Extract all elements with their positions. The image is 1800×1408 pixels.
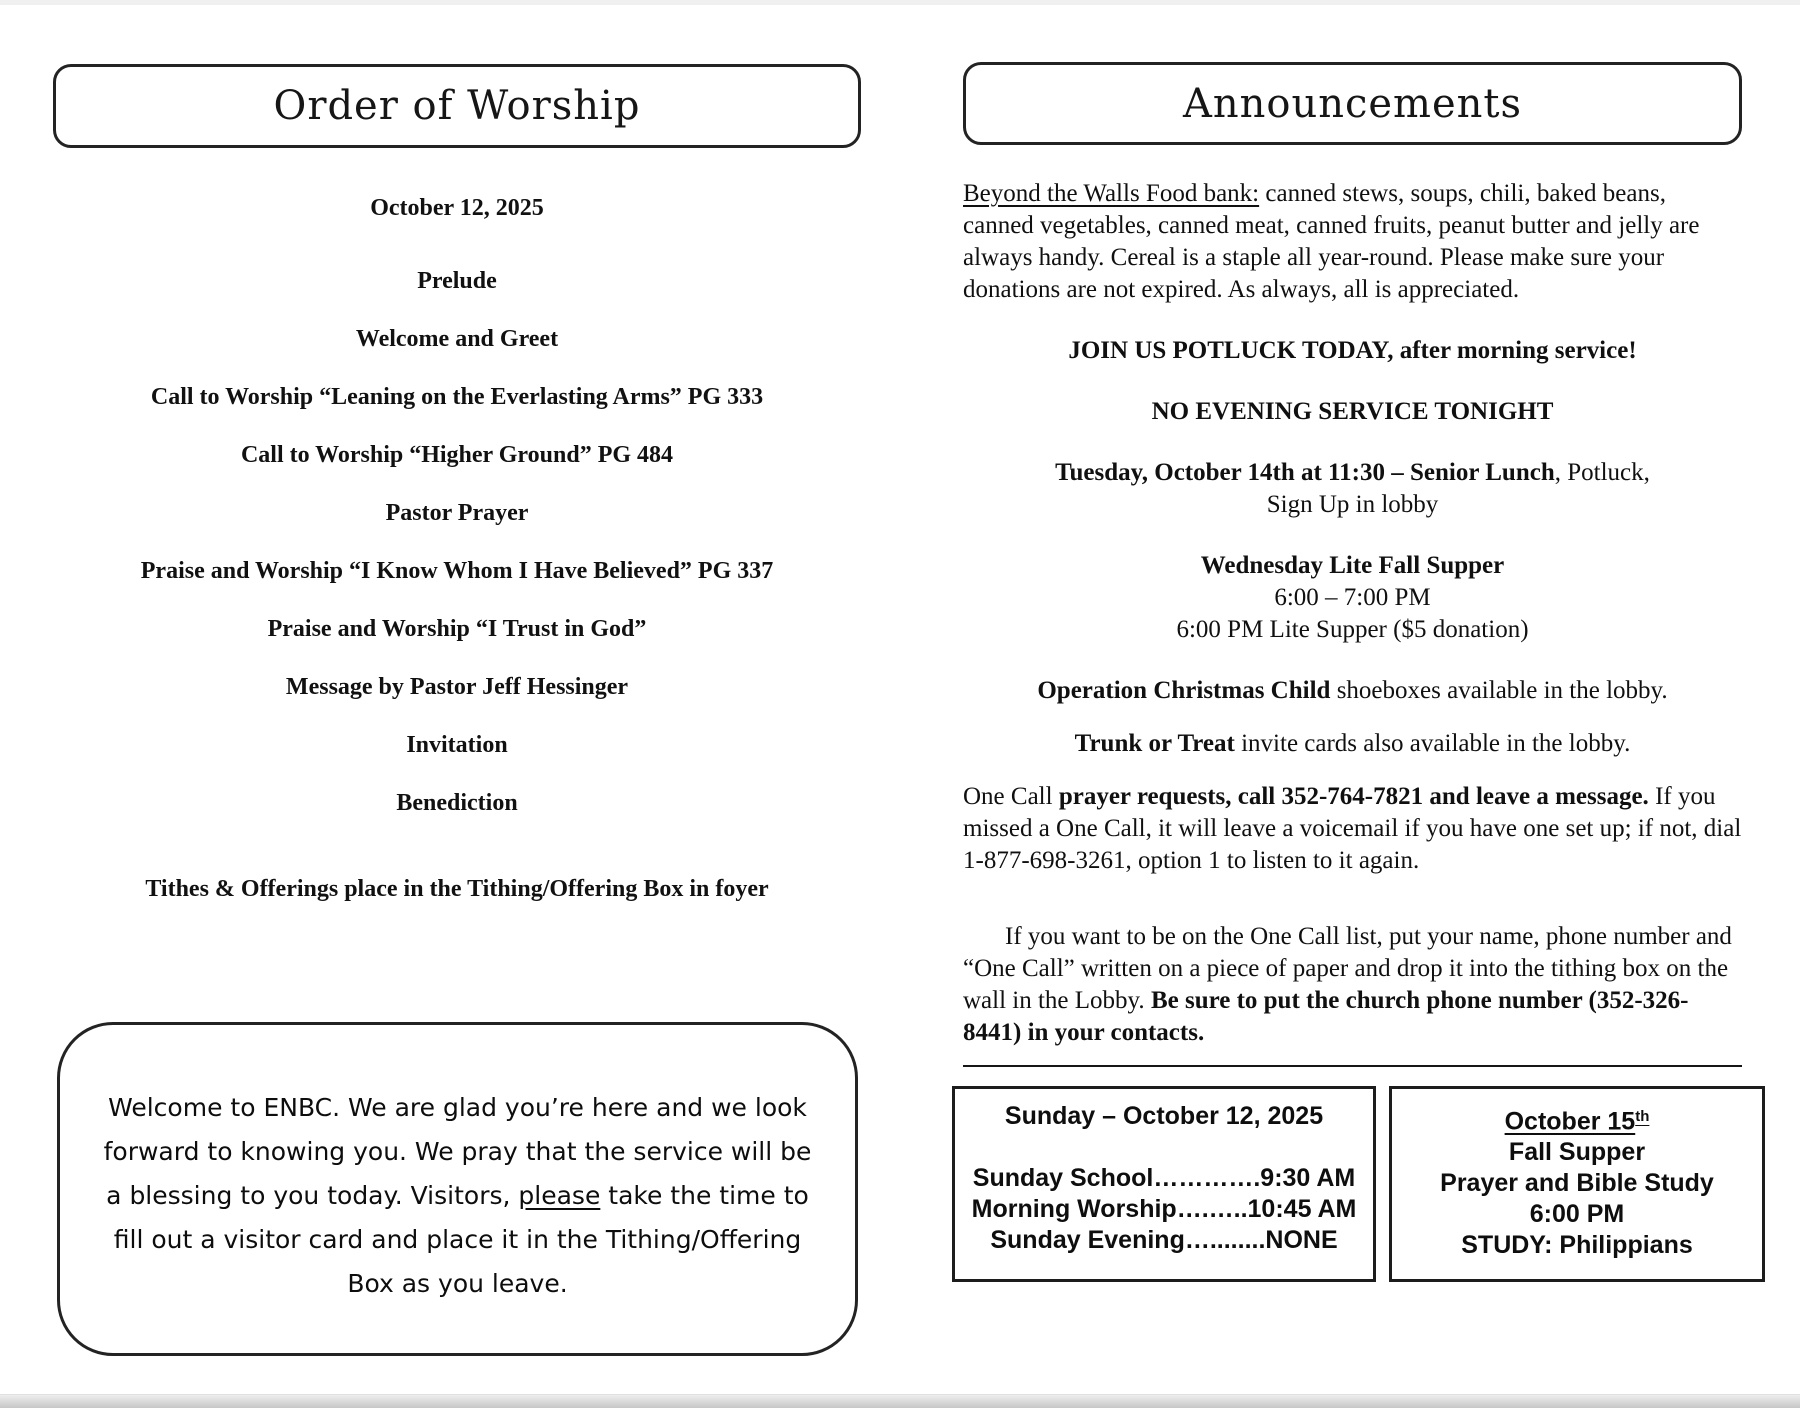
text-run: Sign Up in lobby — [1266, 491, 1439, 518]
order-item: Call to Worship “Higher Ground” PG 484 — [240, 442, 674, 468]
text-run: invite cards also available in the lobby. — [1234, 730, 1631, 757]
schedule-line — [963, 1225, 1365, 1256]
tithes-offerings-note: Tithes & Offerings place in the Tithing/Offering Box in foyer — [145, 876, 769, 902]
operation-christmas-child-note — [963, 675, 1742, 707]
text-run: Prayer and Bible Study — [1440, 1169, 1714, 1198]
announcements-column — [963, 178, 1742, 1282]
schedule-divider — [963, 1065, 1742, 1067]
text-run: If you missed a One Call, it will leave a voicemail if you have one set up; if not, dial 1-877-698-3261, option 1 to listen to it again. — [963, 783, 1742, 874]
schedule-line — [963, 1101, 1365, 1132]
text-run: Sunday School………….9:30 AM — [972, 1164, 1356, 1192]
page-top-edge — [0, 0, 1800, 5]
text-run: Sunday Evening…........NONE — [990, 1226, 1338, 1254]
schedule-line — [963, 1132, 1365, 1163]
order-item: Message by Pastor Jeff Hessinger — [285, 674, 629, 700]
one-call-list-note — [963, 921, 1742, 1049]
schedule-line — [1400, 1230, 1754, 1261]
schedule-line — [1400, 1101, 1754, 1137]
order-item: Welcome and Greet — [355, 326, 559, 352]
text-run: canned stews, soups, chili, baked beans, canned vegetables, canned meat, canned fruits, peanut butter and jelly are always handy. Cereal is a staple all year-round. Please make sure your donations are not expired. As always, all is appreciated. — [963, 180, 1700, 303]
order-item: Pastor Prayer — [385, 500, 529, 526]
text-run: take the time to fill out a visitor card and place it in the Tithing/Offering Box as you leave. — [113, 1181, 809, 1298]
text-run: October 15 — [1504, 1107, 1636, 1136]
order-of-worship-list — [53, 266, 861, 846]
text-run: One Call — [963, 783, 1059, 810]
text-run: 6:00 – 7:00 PM — [1274, 584, 1431, 611]
text-run: , Potluck, — [1554, 459, 1650, 486]
sunday-schedule-box — [952, 1086, 1376, 1282]
text-run: NO EVENING SERVICE TONIGHT — [1151, 398, 1554, 425]
potluck-note — [963, 335, 1742, 367]
senior-lunch-note — [963, 457, 1742, 521]
order-item: Call to Worship “Leaning on the Everlasting Arms” PG 333 — [150, 384, 764, 410]
welcome-note — [94, 1086, 821, 1306]
schedule-line — [963, 1163, 1365, 1194]
order-item: Praise and Worship “I Trust in God” — [267, 616, 647, 642]
text-run: please — [518, 1181, 601, 1210]
order-of-worship-title: Order of Worship — [273, 83, 641, 129]
page-bottom-edge — [0, 1394, 1800, 1408]
order-of-worship-title-box — [53, 64, 861, 148]
text-run: 6:00 PM — [1529, 1200, 1625, 1229]
text-run: Operation Christmas Child — [1037, 677, 1331, 704]
wednesday-schedule-box — [1389, 1086, 1765, 1282]
schedule-line — [1400, 1168, 1754, 1199]
text-run: th — [1635, 1108, 1650, 1125]
food-bank-note — [963, 178, 1742, 306]
text-run: JOIN US POTLUCK TODAY, after morning service! — [1068, 337, 1637, 364]
text-run: STUDY: Philippians — [1461, 1231, 1693, 1260]
schedule-line — [1400, 1137, 1754, 1168]
text-run: Tuesday, October 14th at 11:30 – Senior Lunch — [1055, 459, 1555, 486]
no-evening-service-note — [963, 396, 1742, 428]
text-run: 6:00 PM Lite Supper ($5 donation) — [1176, 616, 1529, 643]
schedule-row — [952, 1086, 1765, 1282]
text-run: Fall Supper — [1508, 1138, 1646, 1167]
announcements-title: Announcements — [1182, 80, 1523, 127]
text-run: Welcome to ENBC. We are glad you’re here and we look forward to knowing you. We pray that the service will be a blessing to you today. Visitors, — [103, 1093, 812, 1210]
text-run: Sunday – October 12, 2025 — [1004, 1102, 1324, 1130]
announcements-title-box — [963, 62, 1742, 145]
schedule-line — [963, 1194, 1365, 1225]
text-run: Be sure to put the church phone number (352-326-8441) in your contacts. — [963, 987, 1689, 1046]
text-run: shoeboxes available in the lobby. — [1330, 677, 1668, 704]
trunk-or-treat-note — [963, 728, 1742, 760]
service-date: October 12, 2025 — [370, 195, 544, 221]
text-run: Beyond the Walls Food bank: — [963, 180, 1260, 207]
order-item: Benediction — [396, 790, 518, 816]
text-run: prayer requests, call 352-764-7821 and leave a message. — [1058, 783, 1649, 810]
fall-supper-note — [963, 550, 1742, 646]
one-call-prayer-note — [963, 781, 1742, 877]
schedule-line — [1400, 1199, 1754, 1230]
text-run: Morning Worship….…..10:45 AM — [971, 1195, 1357, 1223]
text-run: If you want to be on the One Call list, put your name, phone number and “One Call” written on a piece of paper and drop it into the tithing box on the wall in the Lobby. — [963, 923, 1732, 1014]
announcements-blocks — [963, 178, 1742, 1049]
text-run: Trunk or Treat — [1074, 730, 1235, 757]
order-item: Invitation — [406, 732, 508, 758]
order-item: Prelude — [417, 268, 497, 294]
welcome-box — [57, 1022, 858, 1356]
text-run: Wednesday Lite Fall Supper — [1200, 552, 1505, 579]
order-item: Praise and Worship “I Know Whom I Have Believed” PG 337 — [140, 558, 774, 584]
